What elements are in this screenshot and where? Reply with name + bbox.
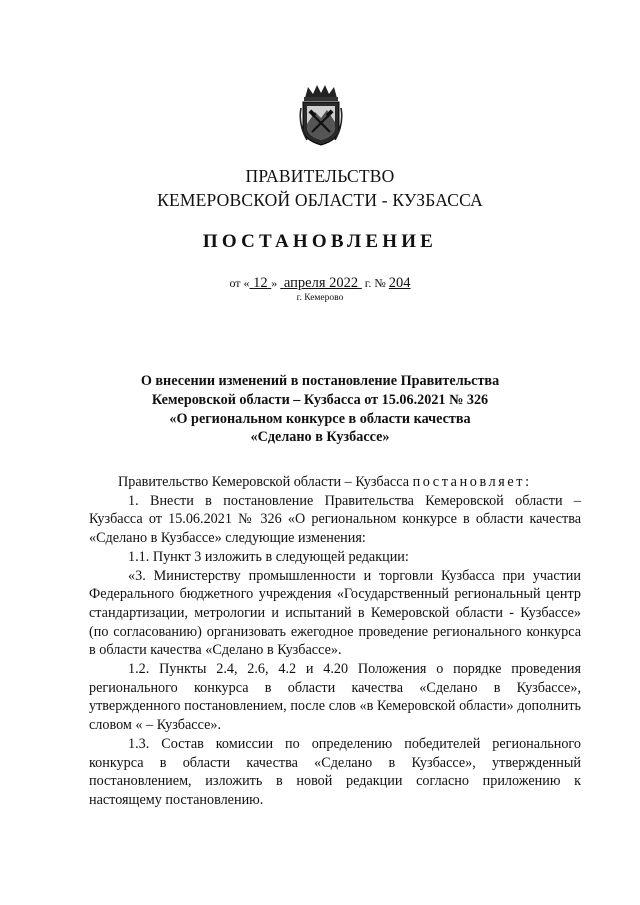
document-date-line [0,275,640,292]
intro-paragraph [89,473,581,492]
paragraph-1-2: 1.2. Пункты 2.4, 2.6, 4.2 и 4.20 Положения о порядке проведения регионального конкурса в области качества «Сделано в Кузбассе», утвержденного постановлением, после слов «в Кемеровской области» дополнить словом « – Кузбассе». [89,661,581,734]
coat-of-arms-icon [299,84,343,146]
paragraph-1-1: 1.1. Пункт 3 изложить в следующей редакции: [128,548,409,565]
document-type: ПОСТАНОВЛЕНИЕ [202,231,438,252]
paragraph-1-3: 1.3. Состав комиссии по определению победителей регионального конкурса в области качества «Сделано в Кузбассе», утвержденный постановлением, изложить в новой редакции согласно приложению к настоящему постановлению. [89,735,581,808]
document-number: 204 [388,275,411,291]
date-year-suffix: г. [364,276,372,290]
date-prefix: от « [229,276,250,290]
number-prefix: № [374,276,386,290]
title-line: «О региональном конкурсе в области качества [169,410,471,427]
title-line: О внесении изменений в постановление Правительства [140,373,500,389]
intro-verb: постановляет: [412,474,532,490]
date-day-close: » [271,276,278,290]
government-name-line2: КЕМЕРОВСКОЙ ОБЛАСТИ - КУЗБАССА [157,190,483,210]
document-title [0,372,640,447]
document-city: г. Кемерово [296,293,344,303]
title-line: Кемеровской области – Кузбасса от 15.06.2021 № 326 [151,391,489,408]
document-body [89,473,581,810]
date-month-year: апреля 2022 [283,275,359,291]
paragraph-1: 1. Внести в постановление Правительства Кемеровской области – Кузбасса от 15.06.2021 № 326 «О региональном конкурсе в области качества «Сделано в Кузбассе» следующие изменения: [89,492,581,547]
date-day: 12 [253,275,268,291]
government-name-line1: ПРАВИТЕЛЬСТВО [245,166,395,186]
intro-text: Правительство Кемеровской области – Кузбасса [118,474,410,490]
paragraph-1-1-text: «3. Министерству промышленности и торговли Кузбасса при участии Федерального бюджетного учреждения «Государственный региональный центр стандартизации, метрологии и испытаний в Кемеровской области - Кузбассе» (по согласованию) организовать ежегодное проведение регионального конкурса в области качества «Сделано в Кузбассе». [89,567,581,659]
title-line: «Сделано в Кузбассе» [250,429,390,446]
